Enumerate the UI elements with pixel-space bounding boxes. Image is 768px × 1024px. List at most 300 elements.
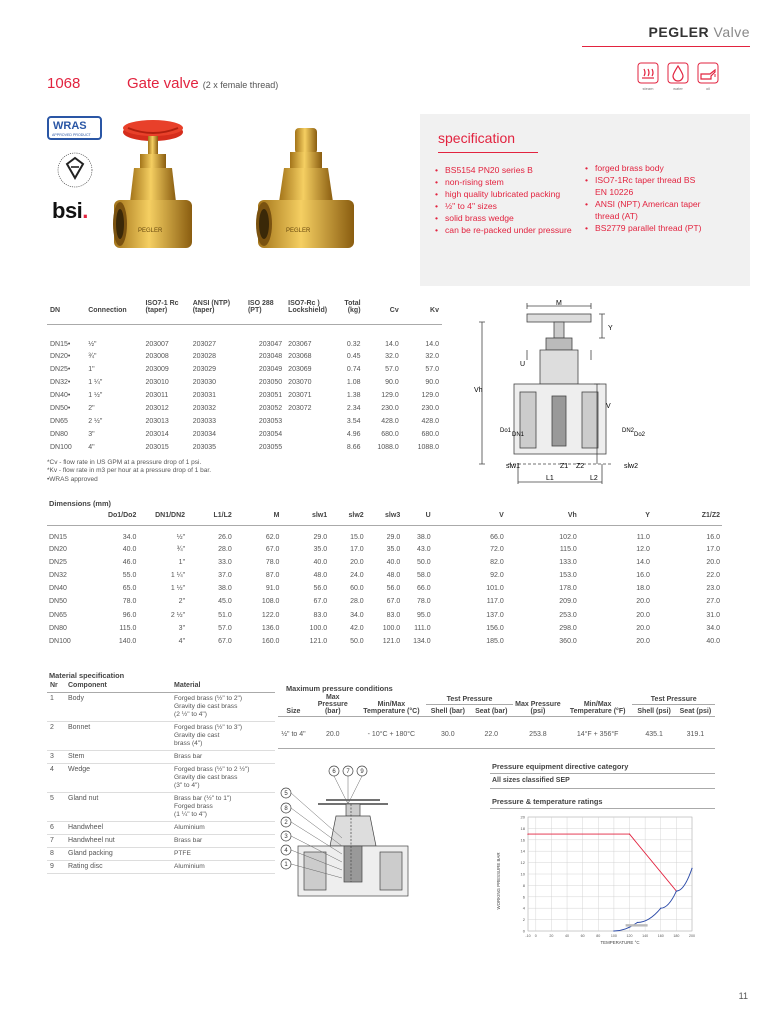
table-cell: 50.0: [417, 558, 431, 566]
app-oil-label: oil: [705, 86, 710, 91]
col-header: Component: [68, 682, 107, 689]
chart-y-tick-label: 14: [520, 848, 525, 854]
water-drop-icon: [667, 62, 689, 84]
table-cell: 96.0: [122, 611, 137, 619]
table-cell: DN25: [49, 558, 67, 566]
chart-point: [637, 922, 638, 923]
table-cell: 1 ¼": [170, 571, 186, 579]
dim-label-z2: Z2: [576, 463, 585, 470]
chart-x-tick-label: 80: [596, 934, 601, 938]
table-cell: 48.0: [386, 571, 401, 579]
specification-title: specification: [438, 130, 516, 146]
table-cell: Handwheel: [68, 824, 104, 831]
dim-label-do1: Do1: [500, 428, 512, 434]
callout-number: 9: [360, 769, 364, 775]
table-cell: [171, 693, 275, 722]
table-cell: 230.0: [381, 404, 399, 412]
material-line: Gravity die cast: [174, 732, 220, 739]
table-cell: 203014: [145, 430, 169, 438]
table-cell: 22.0: [706, 571, 720, 579]
ped-title: Pressure equipment directive category: [492, 762, 629, 771]
brand-category: Valve: [713, 24, 750, 40]
col-header: ANSI (NTP) (taper): [192, 300, 231, 314]
chart-x-tick-label: 120: [626, 934, 633, 938]
note-wras: •WRAS approved: [47, 475, 98, 483]
table-cell: 60.0: [350, 585, 364, 593]
spec-item: • BS5154 PN20 series B: [434, 164, 582, 176]
table-row: [47, 608, 722, 621]
table-cell: 38.0: [218, 585, 232, 593]
table-cell: 1": [88, 365, 95, 373]
application-icons: [636, 62, 720, 91]
table-cell: 83.0: [386, 611, 401, 619]
chart-x-tick-label: 160: [657, 934, 664, 938]
table-row: [47, 543, 722, 556]
col-header: Max Pressure (bar): [309, 693, 357, 717]
col-header: slw1: [311, 512, 328, 519]
dim-label-y: Y: [608, 325, 613, 332]
table-cell: 14°F + 356°F: [576, 731, 619, 738]
wras-logo-subtext: APPROVED PRODUCT: [52, 133, 91, 137]
table-cell: 203069: [288, 365, 312, 373]
table-cell: 20.0: [636, 637, 650, 645]
table-cell: 8: [50, 850, 54, 857]
table-cell: 0.74: [346, 365, 361, 373]
col-header: slw3: [385, 512, 401, 519]
gate-valve-photo-lockshield: [240, 122, 360, 282]
table-cell: 67.0: [313, 598, 328, 606]
table-cell: [171, 861, 275, 874]
table-cell: 680.0: [381, 430, 399, 438]
table-cell: 14.0: [385, 341, 399, 348]
col-header: V: [499, 512, 504, 519]
table-cell: 51.0: [218, 611, 232, 619]
table-cell: 203053: [258, 417, 283, 425]
dim-label-m: M: [556, 300, 562, 307]
table-cell: 203067: [288, 341, 312, 348]
table-cell: ½" to 4": [281, 731, 306, 738]
table-cell: 203031: [192, 391, 217, 399]
table-cell: 203011: [145, 391, 169, 399]
table-cell: 46.0: [122, 558, 137, 566]
table-cell: 1.38: [346, 391, 361, 399]
table-cell: 100.0: [309, 624, 328, 632]
table-cell: 298.0: [559, 624, 577, 632]
col-header: Min/Max Temperature (°F): [563, 693, 632, 717]
table-cell: Bonnet: [68, 724, 91, 731]
table-cell: 2: [50, 724, 54, 731]
chart-y-tick-label: 18: [520, 825, 525, 831]
table-cell: ¾": [176, 545, 186, 553]
col-header: Size: [278, 693, 309, 717]
table-cell: 253.8: [529, 731, 547, 738]
table-cell: 48.0: [313, 571, 328, 579]
material-spec-table: [47, 681, 275, 874]
table-cell: 2 ½": [170, 611, 186, 619]
table-row: [47, 402, 442, 415]
pressure-temperature-chart: [492, 811, 716, 951]
table-cell: 4.96: [346, 430, 361, 438]
callout-number: 3: [284, 834, 288, 840]
table-cell: 29.0: [313, 534, 328, 541]
table-cell: 435.1: [645, 731, 663, 738]
col-header: ISO7-1 Rc (taper): [145, 300, 179, 314]
spec-item: • forged brass body: [584, 162, 704, 174]
table-cell: 428.0: [421, 417, 439, 425]
table-cell: DN40•: [50, 391, 71, 399]
material-line: Forged brass: [174, 803, 213, 810]
table-cell: 72.0: [490, 545, 504, 553]
dim-label-z1: Z1: [560, 463, 569, 470]
col-header: Max Pressure (psi): [513, 693, 563, 717]
bsi-logo-text: bsi: [52, 198, 83, 223]
table-cell: 82.0: [490, 558, 504, 566]
table-cell: Gland packing: [68, 850, 113, 857]
dim-label-slw1: slw1: [506, 463, 521, 470]
col-header: Test Pressure: [632, 693, 715, 704]
spec-item: • ISO7-1Rc taper thread BS EN 10226: [584, 174, 704, 198]
table-cell: Wedge: [68, 766, 91, 773]
chart-y-tick-label: 8: [522, 882, 525, 888]
max-pressure-table: [278, 693, 715, 749]
chart-point: [613, 930, 614, 931]
table-row: [47, 350, 442, 363]
table-cell: 40.0: [313, 558, 328, 566]
chart-x-tick-label: -10: [525, 934, 531, 938]
divider: [490, 808, 715, 809]
table-cell: 6: [50, 824, 54, 831]
chart-y-tick-label: 16: [520, 837, 525, 843]
chart-series-line: [614, 868, 692, 931]
table-cell: 57.0: [218, 624, 232, 632]
chart-x-tick-label: 0: [534, 934, 537, 938]
col-header: Do1/Do2: [107, 512, 137, 519]
table-cell: 20.0: [325, 731, 340, 738]
table-row: [47, 526, 722, 543]
table-cell: 18.0: [636, 585, 650, 593]
material-line: (1 ¼" to 4"): [174, 811, 207, 818]
table-cell: 8.66: [346, 443, 361, 451]
ped-value: All sizes classified SEP: [492, 777, 570, 784]
table-cell: 178.0: [559, 585, 577, 593]
table-cell: Stem: [68, 753, 85, 760]
table-row: [47, 389, 442, 402]
table-cell: 62.0: [265, 534, 280, 541]
material-line: Brass bar (½" to 1"): [174, 795, 232, 802]
svg-text:PEGLER: PEGLER: [138, 228, 163, 234]
table-cell: 203029: [192, 365, 217, 373]
table-cell: DN80: [49, 624, 67, 632]
table-cell: 203034: [192, 430, 217, 438]
table-cell: 129.0: [421, 391, 439, 399]
table-cell: 45.0: [218, 598, 232, 606]
table-row: [47, 415, 442, 428]
col-header: Connection: [88, 307, 127, 314]
table-header-row: [47, 510, 722, 526]
table-cell: 32.0: [385, 352, 399, 360]
dim-label-u: U: [520, 361, 526, 368]
table-cell: 5: [50, 795, 54, 802]
col-header: DN: [50, 307, 61, 314]
chart-point: [676, 891, 677, 892]
table-cell: 17.0: [350, 545, 364, 553]
table-cell: 203071: [288, 391, 312, 399]
wras-logo-text: WRAS: [53, 120, 87, 132]
table-cell: 136.0: [261, 624, 280, 632]
callout-number: 5: [284, 791, 288, 797]
table-row: [47, 693, 275, 722]
table-cell: Body: [68, 695, 84, 702]
table-cell: 78.0: [122, 598, 137, 606]
table-cell: DN32•: [50, 378, 71, 386]
table-row: [47, 622, 722, 635]
table-cell: 20.0: [636, 598, 650, 606]
table-cell: 35.0: [386, 545, 401, 553]
table-cell: 153.0: [559, 571, 577, 579]
table-cell: DN100: [50, 443, 72, 451]
callout-number: 4: [284, 848, 288, 854]
table-header-row: [278, 693, 715, 704]
material-line: Gravity die cast brass: [174, 703, 238, 710]
table-cell: 203054: [258, 430, 283, 438]
table-cell: 17.0: [706, 545, 720, 553]
chart-title: Pressure & temperature ratings: [492, 797, 603, 806]
chart-y-tick-label: 2: [522, 917, 525, 923]
codes-notes: [47, 459, 211, 484]
table-cell: 40.0: [706, 637, 720, 645]
table-cell: 42.0: [350, 624, 364, 632]
table-cell: 65.0: [122, 585, 137, 593]
table-cell: 1 ¼": [88, 378, 103, 386]
table-cell: [285, 428, 333, 441]
table-cell: 4": [178, 637, 186, 645]
table-cell: 203008: [145, 352, 169, 360]
table-header-row: [47, 298, 442, 325]
callout-number: 2: [284, 820, 288, 826]
col-header: Min/Max Temperature (°C): [357, 693, 426, 717]
table-row: [47, 751, 275, 764]
table-cell: 43.0: [417, 545, 431, 553]
dim-label-slw2: slw2: [624, 463, 639, 470]
app-steam: [636, 62, 660, 91]
table-cell: [171, 793, 275, 822]
material-line: Forged brass (½" to 3"): [174, 724, 243, 731]
table-cell: 428.0: [381, 417, 399, 425]
material-line: Forged brass (½" to 2"): [174, 695, 243, 702]
table-cell: 37.0: [218, 571, 232, 579]
table-row: [47, 635, 722, 648]
chart-y-axis-label: WORKING PRESSURE BAR: [496, 852, 501, 910]
chart-x-tick-label: 100: [610, 934, 617, 938]
table-cell: DN50: [49, 598, 67, 606]
chart-y-tick-label: 0: [522, 928, 525, 934]
chart-y-tick-label: 12: [520, 860, 525, 866]
table-cell: 1: [50, 695, 54, 702]
steam-icon: [637, 62, 659, 84]
chart-x-tick-label: 20: [549, 934, 554, 938]
table-cell: 185.0: [486, 637, 504, 645]
dim-label-l2: L2: [590, 475, 598, 482]
table-cell: 203048: [258, 352, 283, 360]
table-cell: 57.0: [425, 365, 439, 373]
table-cell: 67.0: [386, 598, 401, 606]
table-cell: [171, 848, 275, 861]
app-oil: [696, 62, 720, 91]
table-row: [47, 556, 722, 569]
table-cell: 203027: [192, 341, 217, 348]
table-row: [47, 363, 442, 376]
table-cell: 121.0: [382, 637, 401, 645]
col-header: Vh: [567, 512, 577, 519]
table-cell: 2.34: [346, 404, 361, 412]
table-cell: 203032: [192, 404, 217, 412]
table-cell: 20.0: [636, 624, 650, 632]
table-cell: 83.0: [313, 611, 328, 619]
table-cell: 203050: [258, 378, 283, 386]
table-cell: 203015: [145, 443, 169, 451]
table-cell: 11.0: [636, 534, 650, 541]
table-cell: 4": [88, 443, 95, 451]
table-cell: 1 ½": [88, 391, 103, 399]
table-cell: 1088.0: [417, 443, 439, 451]
table-cell: 33.0: [218, 558, 232, 566]
table-cell: 3": [88, 430, 95, 438]
table-cell: 203007: [145, 341, 169, 348]
svg-text:PEGLER: PEGLER: [286, 228, 311, 234]
table-row: [47, 793, 275, 822]
product-title: [127, 75, 278, 92]
table-row: [47, 595, 722, 608]
table-cell: 40.0: [122, 545, 137, 553]
bsi-logo: bsi.: [52, 198, 88, 223]
table-cell: 55.0: [122, 571, 137, 579]
table-cell: ½": [176, 534, 186, 541]
table-cell: 203030: [192, 378, 217, 386]
table-cell: 253.0: [559, 611, 577, 619]
chart-point: [691, 868, 692, 869]
callout-number: 8: [284, 806, 288, 812]
chart-point: [527, 834, 528, 835]
dimension-drawing: [472, 296, 668, 490]
table-cell: DN20: [49, 545, 67, 553]
table-cell: 34.0: [122, 534, 137, 541]
table-row: [47, 848, 275, 861]
table-cell: DN80: [50, 430, 68, 438]
chart-annotation-box: [626, 924, 648, 926]
dimensions-title: Dimensions (mm): [49, 499, 112, 508]
table-cell: 203028: [192, 352, 217, 360]
material-line: Gravity die cast brass: [174, 774, 238, 781]
table-cell: DN15: [49, 534, 67, 541]
table-cell: 203009: [145, 365, 169, 373]
table-cell: 12.0: [636, 545, 650, 553]
table-cell: 90.0: [385, 378, 399, 386]
table-cell: 137.0: [486, 611, 504, 619]
chart-y-tick-label: 6: [522, 894, 525, 900]
table-cell: 319.1: [686, 731, 705, 738]
col-header: DN1/DN2: [155, 512, 186, 519]
col-header: L1/L2: [213, 512, 232, 519]
col-header: Seat (psi): [679, 708, 712, 715]
table-cell: 90.0: [425, 378, 439, 386]
product-name: Gate valve: [127, 75, 199, 92]
table-cell: 134.0: [413, 637, 431, 645]
table-cell: 67.0: [265, 545, 280, 553]
table-cell: 203049: [258, 365, 283, 373]
table-cell: 16.0: [706, 534, 720, 541]
table-cell: 57.0: [385, 365, 399, 373]
table-cell: 91.0: [265, 585, 280, 593]
specification-panel: [420, 114, 750, 286]
table-cell: 1 ½": [170, 585, 186, 593]
chart-y-tick-label: 10: [520, 871, 525, 877]
table-row: [47, 722, 275, 751]
table-cell: [171, 751, 275, 764]
chart-x-axis-label: TEMPERATURE °C: [600, 940, 640, 945]
note-cv: *Cv - flow rate in US GPM at a pressure drop of 1 psi.: [47, 459, 202, 466]
table-cell: 1.08: [346, 378, 361, 386]
table-cell: [171, 764, 275, 793]
table-cell: 34.0: [350, 611, 364, 619]
table-cell: 203010: [145, 378, 169, 386]
table-cell: 22.0: [484, 731, 499, 738]
chart-y-tick-label: 20: [520, 814, 525, 820]
table-cell: 28.0: [350, 598, 364, 606]
table-cell: 66.0: [417, 585, 431, 593]
material-line: Aluminium: [174, 863, 205, 870]
table-row: [47, 764, 275, 793]
divider: [490, 773, 715, 774]
table-cell: 56.0: [313, 585, 328, 593]
table-cell: 24.0: [350, 571, 364, 579]
table-cell: 14.0: [636, 558, 650, 566]
table-cell: 129.0: [381, 391, 399, 399]
table-cell: 156.0: [486, 624, 504, 632]
brand-header: [649, 24, 750, 40]
table-cell: 101.0: [486, 585, 504, 593]
specification-list-right: [584, 162, 704, 234]
table-cell: 78.0: [417, 598, 431, 606]
col-header: Shell (bar): [430, 708, 465, 715]
table-cell: DN40: [49, 585, 67, 593]
material-line: PTFE: [174, 850, 191, 857]
table-cell: DN100: [49, 637, 71, 645]
oil-can-icon: [697, 62, 719, 84]
table-cell: 140.0: [118, 637, 137, 645]
col-header: Total (kg): [344, 300, 361, 314]
table-cell: 102.0: [559, 534, 577, 541]
app-steam-label: steam: [642, 86, 654, 91]
table-row: [47, 325, 442, 350]
table-cell: 0.32: [346, 341, 361, 348]
table-cell: 160.0: [261, 637, 280, 645]
wras-logo: [47, 116, 102, 140]
table-row: [47, 835, 275, 848]
chart-series: [527, 834, 692, 932]
table-cell: Rating disc: [68, 863, 103, 870]
table-cell: 4: [50, 766, 54, 773]
table-cell: DN65: [49, 611, 67, 619]
chart-x-tick-label: 200: [689, 934, 695, 938]
table-row: [47, 861, 275, 874]
table-cell: 203047: [258, 341, 283, 348]
table-cell: 203013: [145, 417, 169, 425]
table-cell: 203051: [258, 391, 283, 399]
table-cell: 203070: [288, 378, 312, 386]
table-cell: 15.0: [350, 534, 364, 541]
table-cell: 122.0: [261, 611, 280, 619]
spec-item: • can be re-packed under pressure: [434, 224, 582, 236]
